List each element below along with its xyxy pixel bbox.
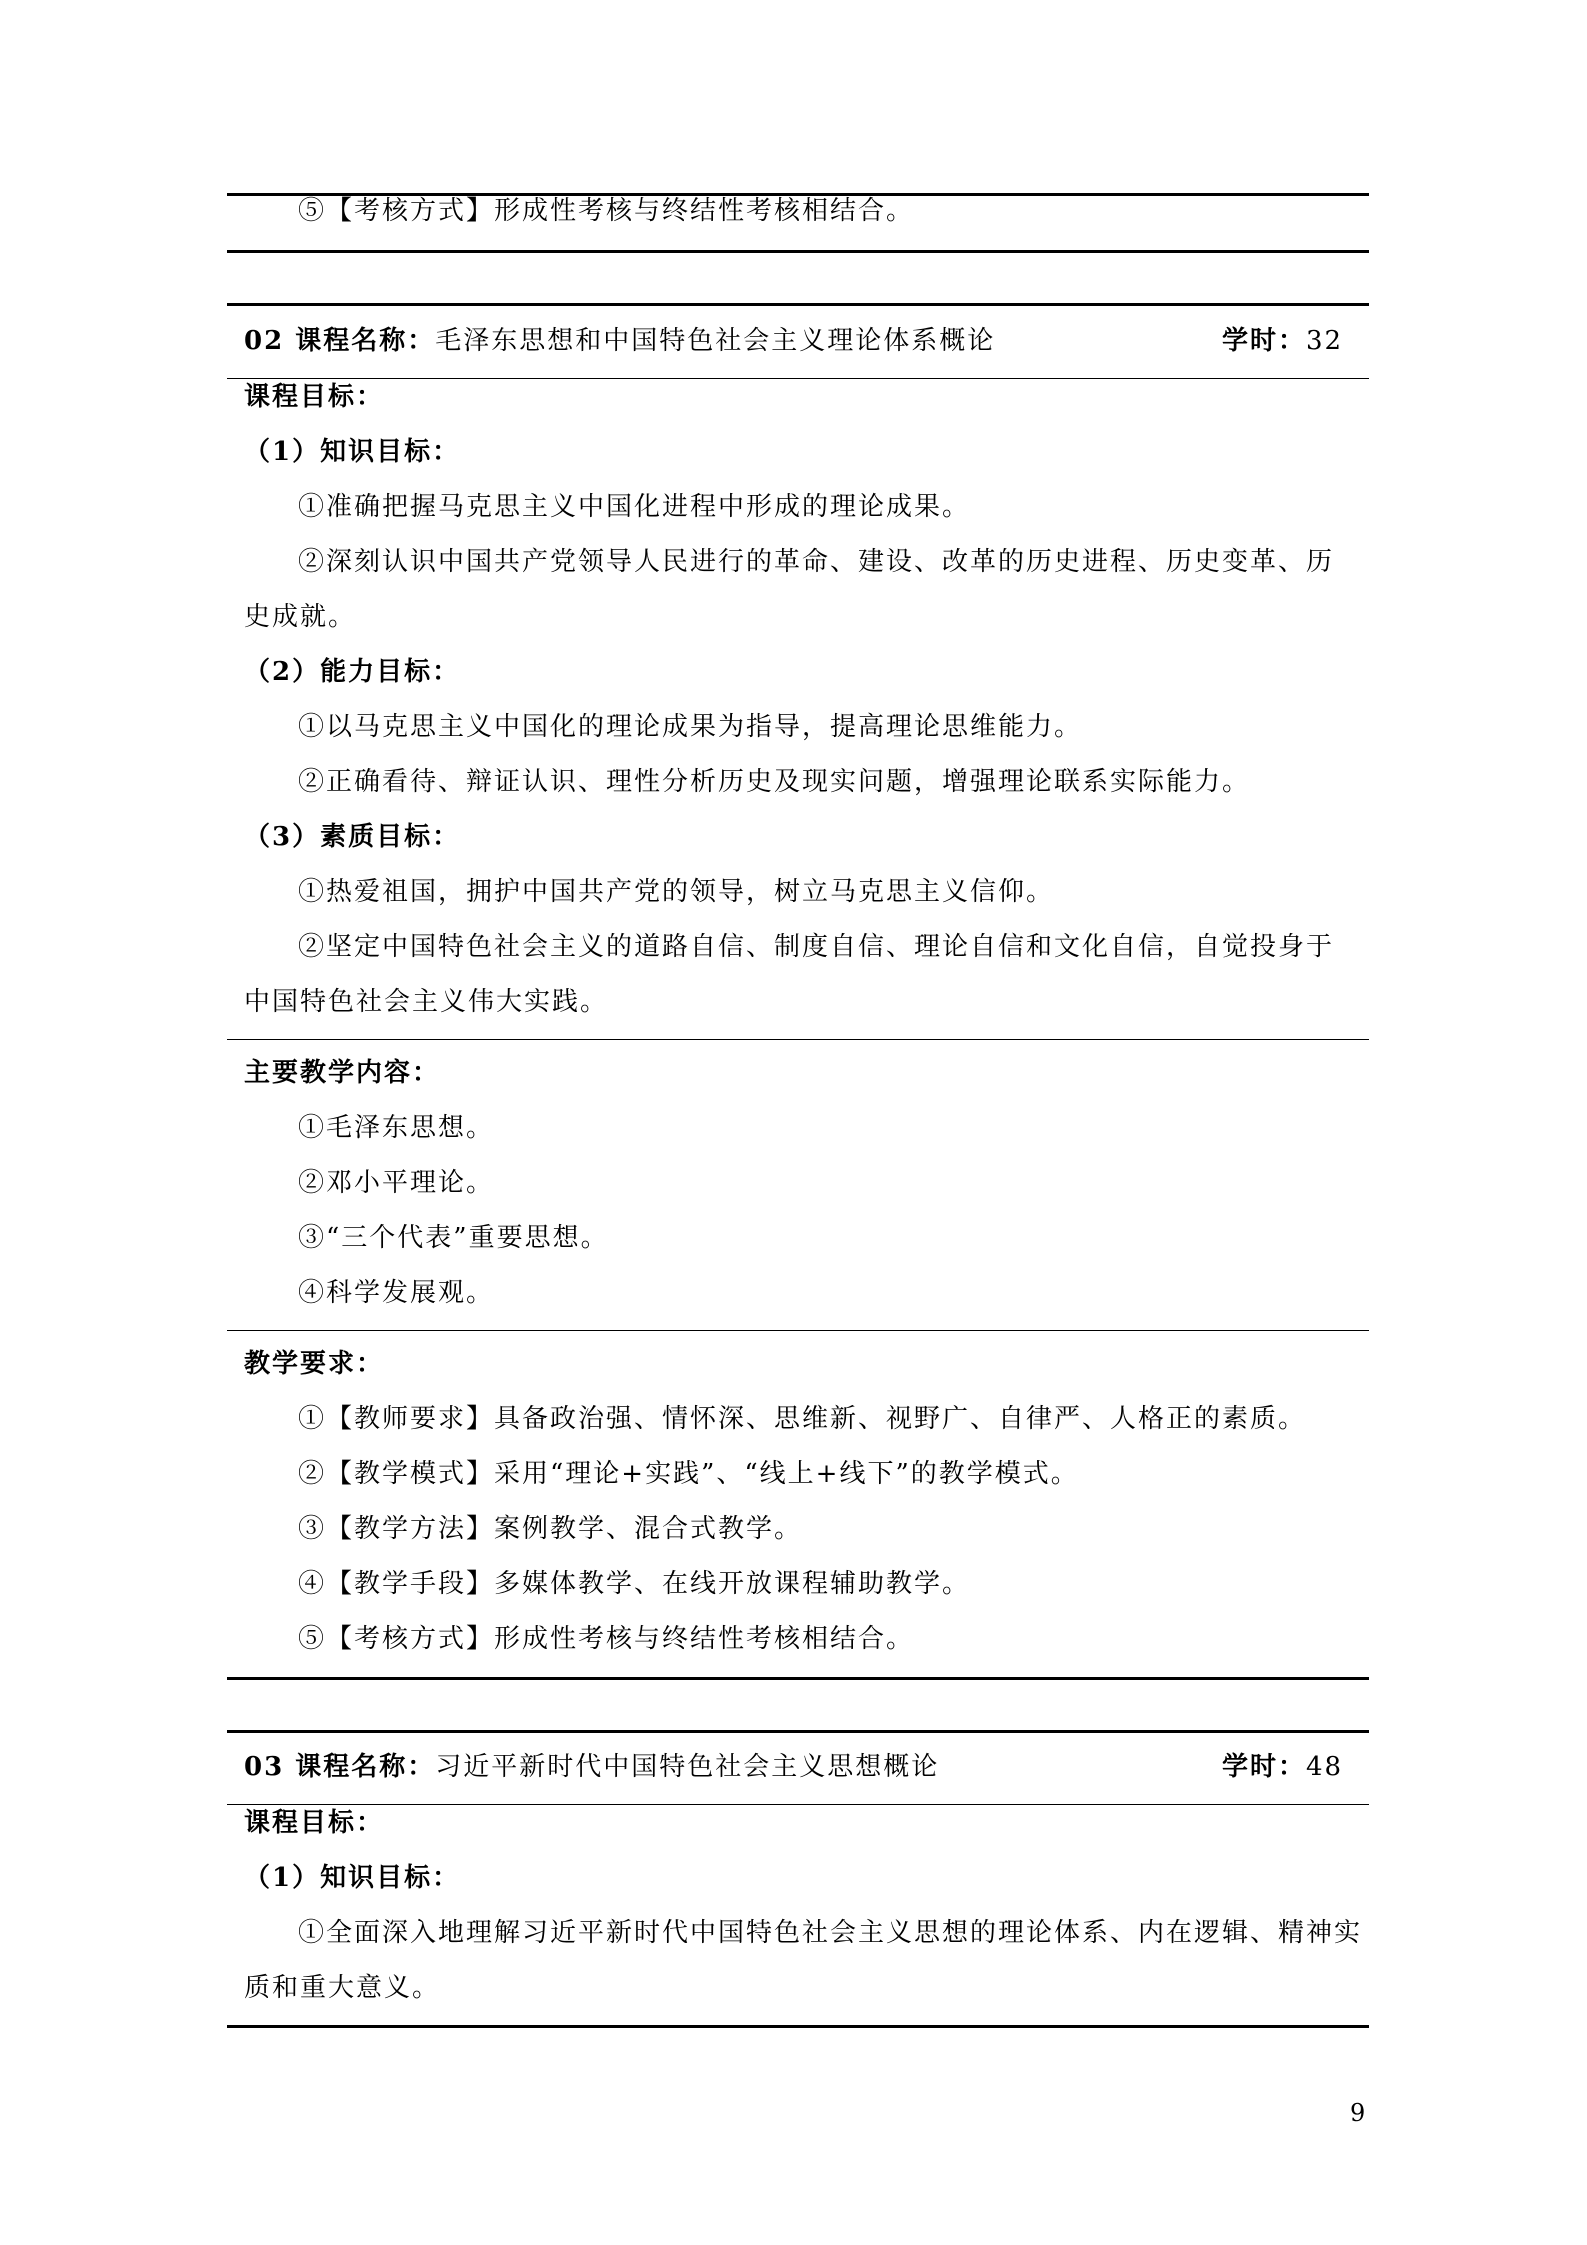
separator-rule <box>227 250 1369 253</box>
course-02-quality-1: ①热爱祖国，拥护中国共产党的领导，树立马克思主义信仰。 <box>298 877 1055 907</box>
course-03-hours <box>1222 1750 1343 1784</box>
course-02-quality-label: （3）素质目标： <box>244 822 461 852</box>
course-02-bottom-rule <box>227 1677 1369 1680</box>
course-02-content-2: ②邓小平理论。 <box>298 1168 495 1198</box>
course-02-content-3: ③“三个代表”重要思想。 <box>298 1223 609 1253</box>
course-02-goals-rule <box>227 1039 1369 1040</box>
course-02-quality-2-cont: 中国特色社会主义伟大实践。 <box>244 987 609 1017</box>
course-02-name-label: 课程名称： <box>295 326 436 356</box>
course-02-ability-label: （2）能力目标： <box>244 657 461 687</box>
course-02-requirement-2: ②【教学模式】采用“理论+实践”、“线上+线下”的教学模式。 <box>298 1459 1079 1489</box>
course-03-goals-label: 课程目标： <box>244 1808 385 1838</box>
course-02-knowledge-2: ②深刻认识中国共产党领导人民进行的革命、建设、改革的历史进程、历史变革、历 <box>298 547 1335 577</box>
course-03-knowledge-label: （1）知识目标： <box>244 1863 461 1893</box>
course-02-requirement-3: ③【教学方法】案例教学、混合式教学。 <box>298 1514 803 1544</box>
course-03-name: 习近平新时代中国特色社会主义思想概论 <box>435 1752 940 1782</box>
course-02-content-label: 主要教学内容： <box>244 1058 441 1088</box>
course-02-content-4: ④科学发展观。 <box>298 1278 495 1308</box>
course-03-top-rule <box>227 1730 1369 1733</box>
page-number: 9 <box>1350 2099 1366 2127</box>
course-03-header-rule <box>227 1804 1369 1805</box>
course-02-knowledge-1: ①准确把握马克思主义中国化进程中形成的理论成果。 <box>298 492 971 522</box>
course-02-hours <box>1222 324 1343 358</box>
course-02-content-rule <box>227 1330 1369 1331</box>
course-03-hours-label: 学时： <box>1222 1752 1307 1782</box>
course-02-hours-value: 32 <box>1306 326 1344 356</box>
course-02-ability-1: ①以马克思主义中国化的理论成果为指导，提高理论思维能力。 <box>298 712 1083 742</box>
course-03-number: 03 <box>244 1752 285 1782</box>
course-02-requirements-label: 教学要求： <box>244 1349 385 1379</box>
course-02-requirement-1: ①【教师要求】具备政治强、情怀深、思维新、视野广、自律严、人格正的素质。 <box>298 1404 1307 1434</box>
course-02-requirement-5: ⑤【考核方式】形成性考核与终结性考核相结合。 <box>298 1624 915 1654</box>
course-02-top-rule <box>227 303 1369 306</box>
course-02-ability-2: ②正确看待、辩证认识、理性分析历史及现实问题，增强理论联系实际能力。 <box>298 767 1251 797</box>
course-03-knowledge-1-cont: 质和重大意义。 <box>244 1973 441 2003</box>
course-02-goals-label: 课程目标： <box>244 382 385 412</box>
course-02-header <box>244 324 995 358</box>
course-03-header <box>244 1750 939 1784</box>
course-02-requirement-4: ④【教学手段】多媒体教学、在线开放课程辅助教学。 <box>298 1569 971 1599</box>
course-02-knowledge-2-cont: 史成就。 <box>244 602 357 632</box>
course-02-hours-label: 学时： <box>1222 326 1307 356</box>
course-02-content-1: ①毛泽东思想。 <box>298 1113 495 1143</box>
course-03-bottom-rule <box>227 2025 1369 2028</box>
course-02-header-rule <box>227 378 1369 379</box>
course-02-number: 02 <box>244 326 285 356</box>
course-02-name: 毛泽东思想和中国特色社会主义理论体系概论 <box>435 326 996 356</box>
course-03-hours-value: 48 <box>1306 1752 1344 1782</box>
course-02-quality-2: ②坚定中国特色社会主义的道路自信、制度自信、理论自信和文化自信，自觉投身于 <box>298 932 1335 962</box>
course-03-knowledge-1: ①全面深入地理解习近平新时代中国特色社会主义思想的理论体系、内在逻辑、精神实 <box>298 1918 1363 1948</box>
course-03-name-label: 课程名称： <box>295 1752 436 1782</box>
course-02-knowledge-label: （1）知识目标： <box>244 437 461 467</box>
assessment-line: ⑤【考核方式】形成性考核与终结性考核相结合。 <box>298 196 915 226</box>
